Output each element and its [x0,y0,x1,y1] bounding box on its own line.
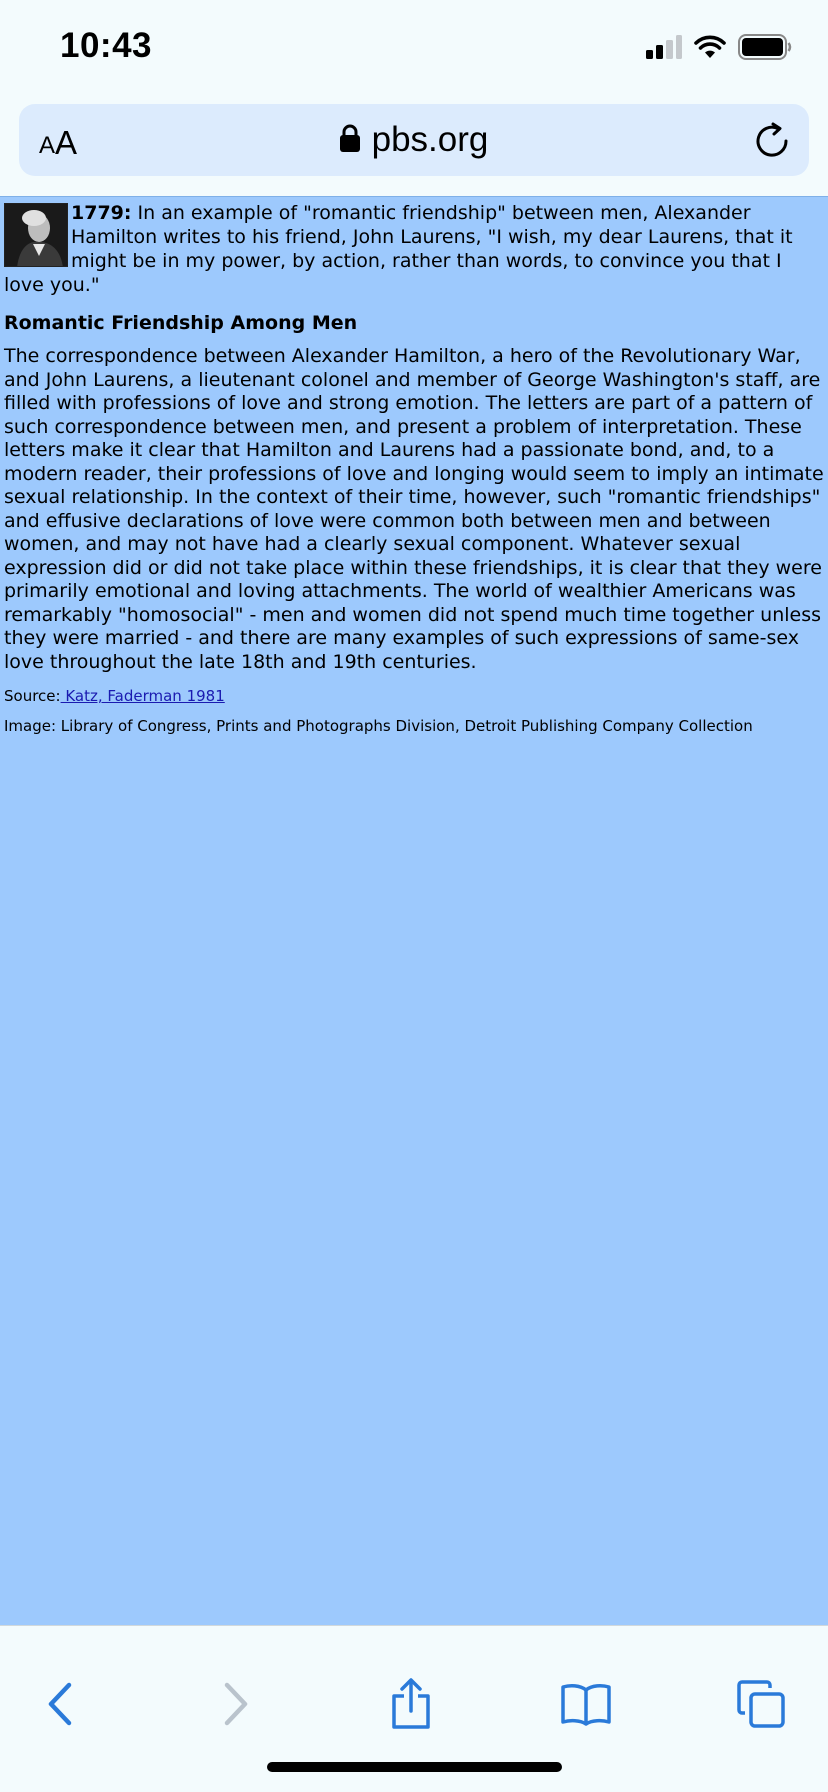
bookmarks-icon [560,1682,612,1730]
source-link[interactable]: Katz, Faderman 1981 [60,687,225,705]
image-credit: Image: Library of Congress, Prints and Photographs Division, Detroit Publishing Company Collection [4,717,753,735]
status-time: 10:43 [60,26,153,65]
source-label: Source: [4,687,61,705]
reader-text-size-button[interactable] [39,122,78,161]
url-text: pbs.org [371,120,489,159]
share-button[interactable] [381,1678,441,1734]
tabs-icon [737,1680,785,1732]
reload-button[interactable] [753,122,791,160]
article-heading: Romantic Friendship Among Men [4,312,358,334]
reload-icon [753,145,791,164]
back-icon [45,1682,75,1730]
battery-icon [738,34,792,64]
page-content [0,196,828,1625]
lock-icon [340,124,360,156]
url-display [19,104,809,176]
wifi-icon [694,35,726,63]
aa-small-label: A [39,132,56,159]
aa-big-label: A [55,124,78,161]
back-button[interactable] [30,1678,90,1734]
bookmarks-button[interactable] [556,1678,616,1734]
status-bar [0,0,828,100]
intro-paragraph [4,201,824,297]
tabs-button[interactable] [731,1678,791,1734]
intro-year: 1779: [71,202,132,224]
intro-text: In an example of "romantic friendship" between men, Alexander Hamilton writes to his friend, John Laurens, "I wish, my dear Laurens, that it might be in my power, by action, rather than words, to convince you that I love you." [4,202,793,296]
status-icons [646,36,792,62]
address-bar[interactable] [19,104,809,176]
home-indicator[interactable] [267,1762,562,1772]
article-body: The correspondence between Alexander Hamilton, a hero of the Revolutionary War, and John Laurens, a lieutenant colonel and member of George Washington's staff, are filled with professions of love and strong emotion. The letters are part of a pattern of such correspondence between men, and present a problem of interpretation. These letters make it clear that Hamilton and Laurens had a passionate bond, and, to a modern reader, their professions of love and longing would seem to imply an intimate sexual relationship. In the context of their time, however, such "romantic friendships" and effusive declarations of love were common both between men and between women, and may not have had a clearly sexual component. Whatever sexual expression did or did not take place within these friendships, it is clear that they were primarily emotional and loving attachments. The world of wealthier Americans was remarkably "homosocial" - men and women did not spend much time together unless they were married - and there are many examples of such expressions of same-sex love throughout the late 18th and 19th centuries. [4,345,824,673]
share-icon [390,1678,432,1734]
source-line [4,686,824,706]
hamilton-portrait-image [4,203,68,267]
cellular-signal-icon [646,35,682,63]
forward-button[interactable] [206,1678,266,1734]
forward-icon [221,1682,251,1730]
